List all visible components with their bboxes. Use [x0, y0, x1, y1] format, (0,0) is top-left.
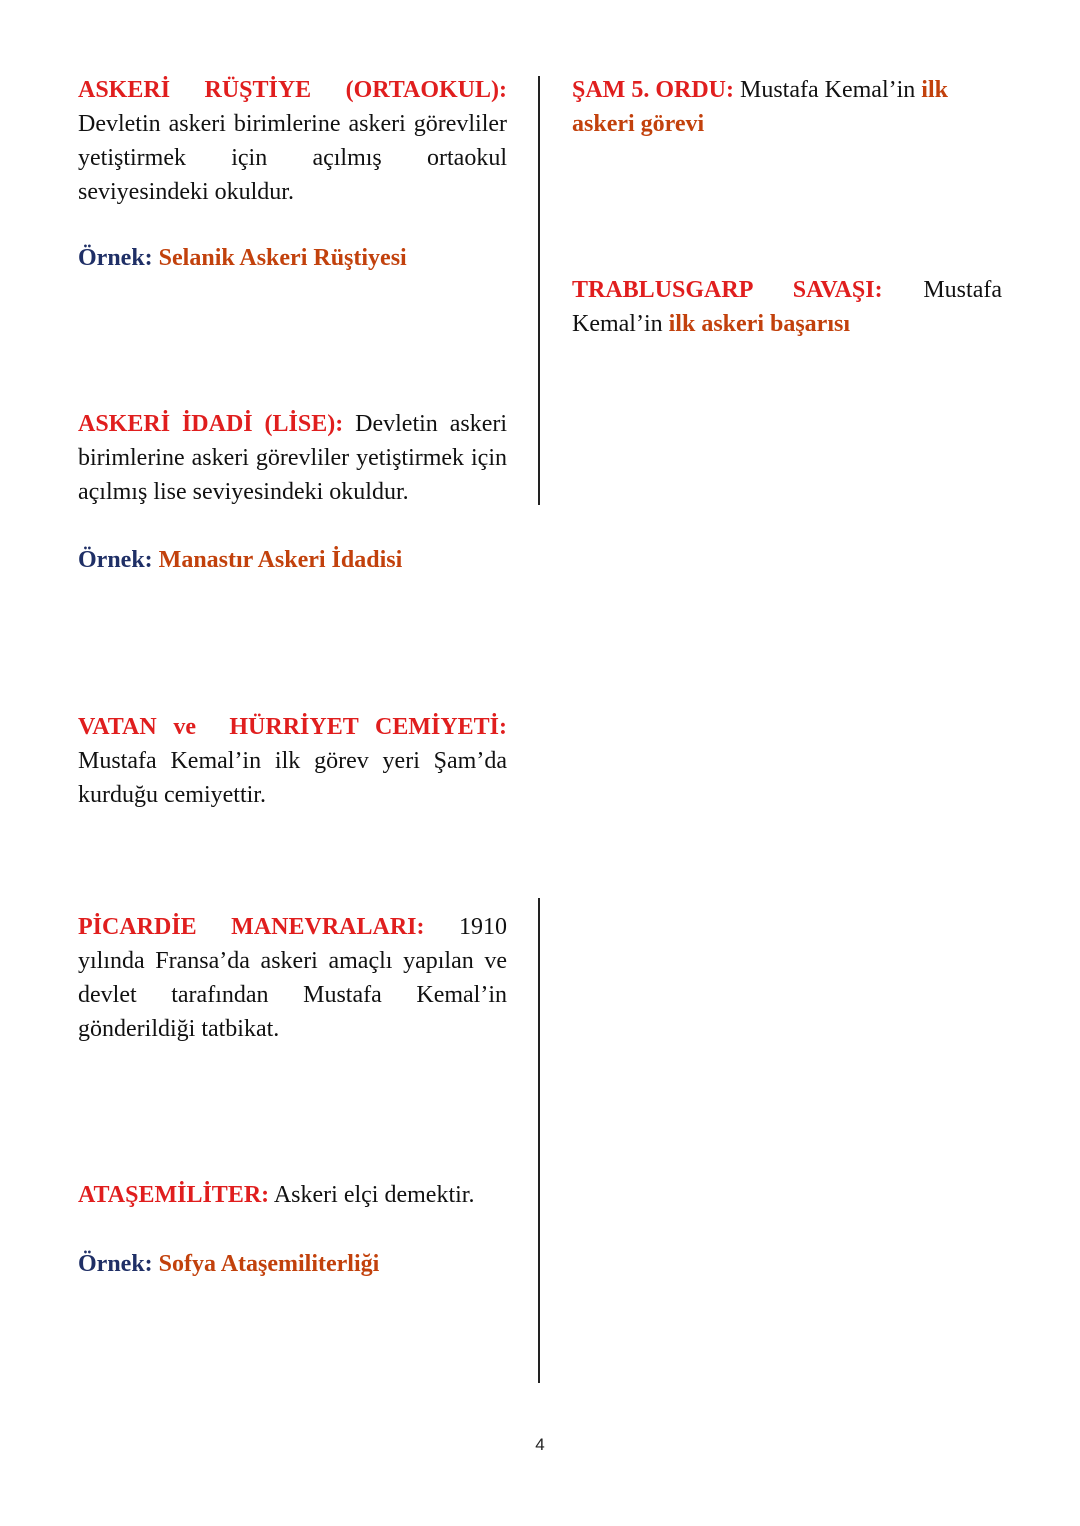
definition-askeri-idadi	[78, 407, 507, 509]
column-divider-bottom	[538, 898, 540, 1383]
term-heading: VATAN ve HÜRRİYET CEMİYETİ:	[78, 714, 507, 740]
term-text: Mustafa Kemal’in	[572, 277, 1002, 337]
example-label: Örnek:	[78, 547, 153, 573]
page-number: 4	[535, 1435, 545, 1454]
example-value: Selanik Askeri Rüştiyesi	[158, 245, 407, 271]
example-label: Örnek:	[78, 1251, 153, 1277]
example-askeri-idadi	[78, 543, 507, 577]
example-label: Örnek:	[78, 245, 153, 271]
term-definition: 1910 yılında Fransa’da askeri amaçlı yapılan ve devlet tarafından Mustafa Kemal’in gönderildiği tatbikat.	[78, 914, 507, 1042]
example-atasemiliter	[78, 1247, 507, 1281]
term-text: Mustafa Kemal’in	[740, 77, 916, 103]
term-heading: ATAŞEMİLİTER:	[78, 1182, 270, 1208]
term-heading: ASKERİ RÜŞTİYE (ORTAOKUL):	[78, 77, 507, 103]
term-definition: Devletin askeri birimlerine askeri görevliler yetiştirmek için açılmış ortaokul seviyesindeki okuldur.	[78, 111, 507, 205]
definition-vatan-hurriyet	[78, 710, 507, 812]
definition-askeri-rustiye	[78, 73, 507, 209]
example-value: Manastır Askeri İdadisi	[158, 547, 403, 573]
example-value: Sofya Ataşemiliterliği	[158, 1251, 380, 1277]
definition-sam-5-ordu	[572, 73, 972, 141]
term-highlight: ilk askeri başarısı	[668, 311, 850, 337]
example-askeri-rustiye	[78, 241, 507, 275]
definition-trablusgarp	[572, 273, 1002, 341]
column-divider-top	[538, 76, 540, 505]
term-highlight: ilk askeri görevi	[572, 77, 948, 137]
definition-atasemiliter	[78, 1178, 518, 1212]
term-heading: ŞAM 5. ORDU:	[572, 77, 734, 103]
term-definition: Askeri elçi demektir.	[273, 1182, 475, 1208]
definition-picardie	[78, 910, 507, 1046]
term-definition: Devletin askeri birimlerine askeri görevliler yetiştirmek için açılmış lise seviyesindeki okuldur.	[78, 411, 507, 505]
term-heading: ASKERİ İDADİ (LİSE):	[78, 411, 344, 437]
term-heading: TRABLUSGARP SAVAŞI:	[572, 277, 883, 303]
term-definition: Mustafa Kemal’in ilk görev yeri Şam’da kurduğu cemiyettir.	[78, 748, 507, 808]
term-heading: PİCARDİE MANEVRALARI:	[78, 914, 425, 940]
